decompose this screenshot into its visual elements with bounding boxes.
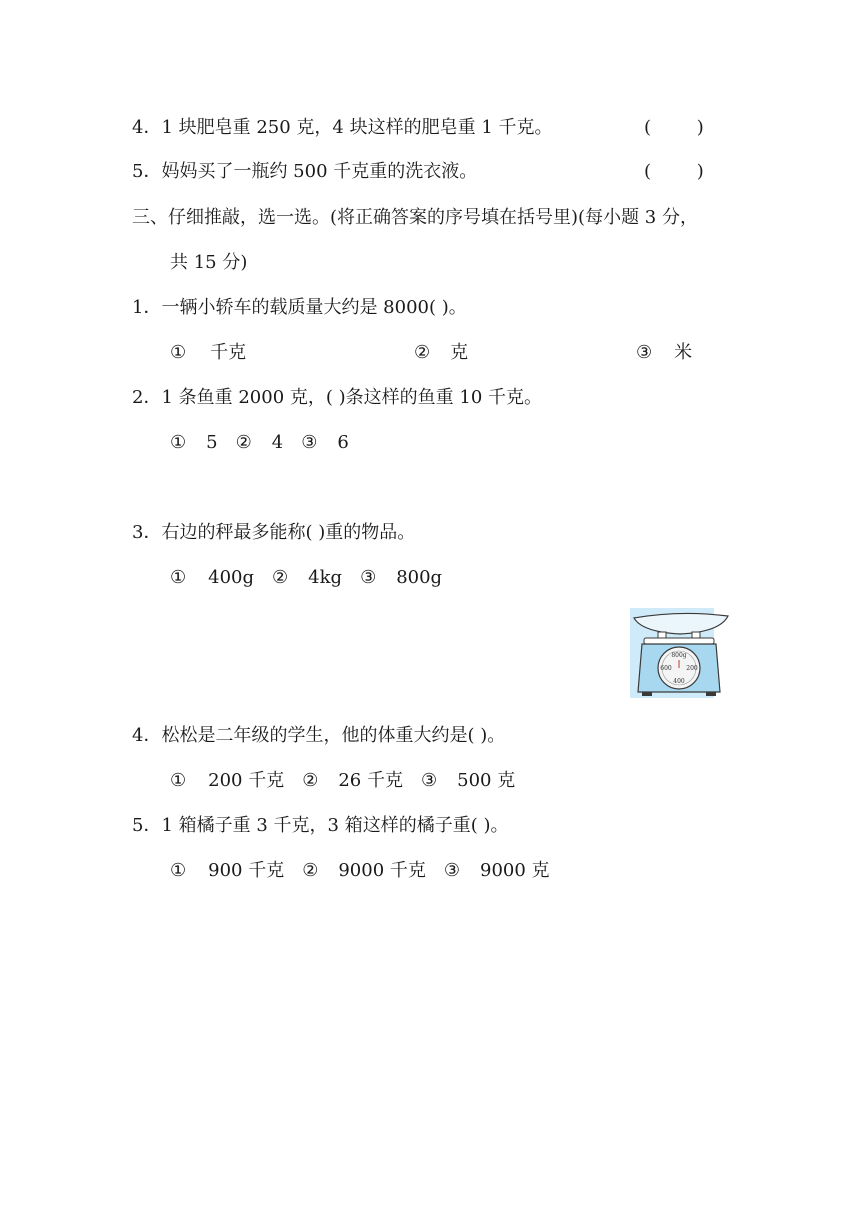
option-row — [170, 769, 515, 793]
option-text: 500 克 — [457, 770, 516, 791]
option-marker[interactable]: ① — [170, 770, 187, 791]
scale-icon — [628, 606, 732, 702]
option-text: 6 — [337, 432, 349, 453]
option-row — [170, 859, 550, 883]
option-row — [414, 341, 468, 365]
option-marker[interactable]: ① — [170, 432, 187, 453]
option-text: 4 — [271, 432, 284, 453]
option-row — [636, 341, 692, 365]
scale-platform — [644, 638, 714, 644]
dial-label-top: 800g — [671, 652, 687, 659]
answer-paren[interactable]: ( ) — [644, 161, 704, 182]
section-heading: 三、仔细推敲，选一选。(将正确答案的序号填在括号里)(每小题 3 分， — [132, 207, 698, 228]
dial-label-right: 200 — [686, 665, 698, 672]
question-stem-3-2: 2．1 条鱼重 2000 克，( )条这样的鱼重 10 千克。 — [132, 387, 542, 408]
option-text: 5 — [206, 432, 218, 453]
kitchen-scale-illustration — [628, 606, 732, 702]
option-text: 米 — [674, 342, 693, 363]
question-stem-3-4: 4．松松是二年级的学生，他的体重大约是( )。 — [132, 725, 506, 746]
option-text: 9000 千克 — [338, 860, 426, 881]
question-stem-3-5: 5．1 箱橘子重 3 千克，3 箱这样的橘子重( )。 — [132, 815, 509, 836]
option-marker[interactable]: ③ — [636, 342, 653, 363]
dial-label-left: 600 — [660, 665, 672, 672]
option-marker[interactable]: ③ — [421, 770, 438, 791]
question-stem-3-1: 1．一辆小轿车的载质量大约是 8000( )。 — [132, 297, 467, 318]
scale-foot-right — [706, 692, 716, 696]
dial-label-bottom: 400 — [673, 678, 685, 685]
option-text: 4kg — [308, 567, 343, 588]
question-text: 4．1 块肥皂重 250 克，4 块这样的肥皂重 1 千克。 — [132, 117, 553, 138]
option-text: 400g — [208, 567, 255, 588]
question-stem-3-3: 3．右边的秤最多能称( )重的物品。 — [132, 522, 416, 543]
question-item-2-4 — [132, 116, 553, 140]
option-text: 千克 — [210, 342, 247, 363]
option-marker[interactable]: ② — [272, 567, 289, 588]
option-row — [170, 566, 442, 590]
section-heading-continued: 共 15 分) — [170, 252, 248, 273]
option-marker[interactable]: ② — [235, 432, 252, 453]
option-marker[interactable]: ① — [170, 567, 187, 588]
option-text: 克 — [450, 342, 469, 363]
option-marker[interactable]: ② — [302, 770, 319, 791]
option-marker[interactable]: ② — [302, 860, 319, 881]
answer-paren[interactable]: ( ) — [644, 117, 704, 138]
scale-foot-left — [642, 692, 652, 696]
option-text: 900 千克 — [208, 860, 285, 881]
option-marker[interactable]: ③ — [443, 860, 461, 881]
option-text: 26 千克 — [338, 770, 403, 791]
question-text: 5．妈妈买了一瓶约 500 千克重的洗衣液。 — [132, 161, 478, 182]
option-marker[interactable]: ① — [170, 342, 187, 363]
option-text: 800g — [396, 567, 443, 588]
option-marker[interactable]: ③ — [301, 432, 318, 453]
option-marker[interactable]: ③ — [360, 567, 377, 588]
question-item-2-5 — [132, 160, 477, 184]
option-text: 200 千克 — [208, 770, 285, 791]
option-marker[interactable]: ② — [414, 342, 431, 363]
option-row — [170, 431, 349, 455]
option-row — [170, 341, 246, 365]
option-text: 9000 克 — [480, 860, 550, 881]
option-marker[interactable]: ① — [170, 860, 187, 881]
